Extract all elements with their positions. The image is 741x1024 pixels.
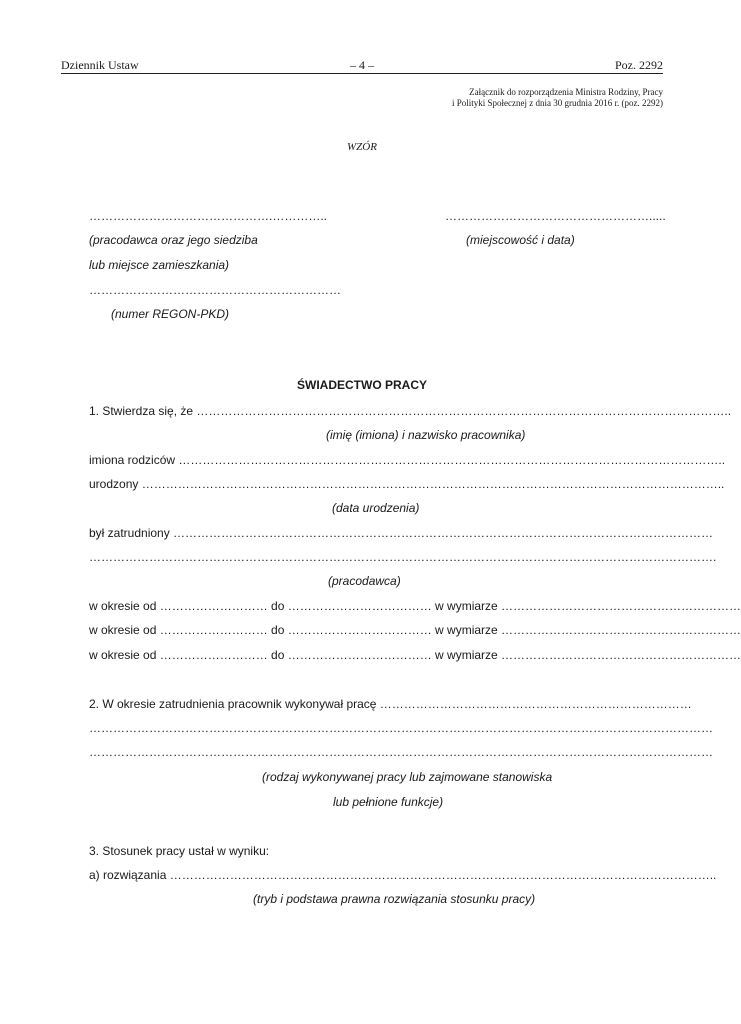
template-label: WZÓR [347,141,377,153]
header-divider [61,73,663,74]
employee-name-line: 1. Stwierdza się, że …………………………………………………………………………………………………………………….. [89,404,732,418]
parents-names-line: imiona rodziców ……………………………………………………………………………………………………………………….. [89,453,726,467]
birth-date-line: urodzony ……………………………………………………………………………………………………………………………….. [89,477,725,491]
employed-continuation-line: …………………………………………………………………………………………………………………………………………. [89,550,717,564]
annex-line-1: Załącznik do rozporządzenia Ministra Rodziny, Pracy [469,87,663,97]
employer-dots: ……………………………………….………….. [89,209,328,223]
annex-line-2: i Polityki Społecznej z dnia 30 grudnia 2016 r. (poz. 2292) [452,98,663,108]
work-performed-line-3: ………………………………………………………………………………………………………………………………………… [89,745,713,759]
regon-caption: (numer REGON-PKD) [111,307,230,321]
employment-period-3: w okresie od ……………………… do ……………………………… w wymiarze …………………………………………………… [89,648,741,662]
work-type-caption-2: lub pełnione funkcje) [333,795,444,809]
work-type-caption-1: (rodzaj wykonywanej pracy lub zajmowane stanowiska [262,770,553,784]
employed-line: był zatrudniony ……………………………………………………………………………………………………………………… [89,526,714,540]
employer-caption-1: (pracodawca oraz jego siedziba [89,233,258,247]
termination-caption: (tryb i podstawa prawna rozwiązania stosunku pracy) [253,892,536,906]
regon-dots: ……………………………………………………… [89,283,341,297]
birth-date-caption: (data urodzenia) [332,501,420,515]
employer-caption-2: lub miejsce zamieszkania) [89,258,230,272]
document-title: ŚWIADECTWO PRACY [297,378,427,392]
employment-period-2: w okresie od ……………………… do ……………………………… w wymiarze …………………………………………………… [89,623,741,637]
employer-caption: (pracodawca) [328,574,401,588]
position-number: Poz. 2292 [615,58,663,72]
page-number: – 4 – [350,58,374,72]
place-date-dots: ……………………………………………..... [445,209,666,223]
employee-name-caption: (imię (imiona) i nazwisko pracownika) [326,428,526,442]
employment-period-1: w okresie od ……………………… do ……………………………… w wymiarze …………………………………………………… [89,599,741,613]
place-date-caption: (miejscowość i data) [466,233,575,247]
termination-heading: 3. Stosunek pracy ustał w wyniku: [89,844,270,858]
termination-line: a) rozwiązania ……………………………………………………………………………………………………………………….. [89,868,717,882]
journal-name: Dziennik Ustaw [61,58,139,72]
work-performed-line: 2. W okresie zatrudnienia pracownik wykonywał pracę …………………………………………………………………… [89,697,692,711]
work-performed-line-2: ………………………………………………………………………………………………………………………………………… [89,721,713,735]
annex-note [452,87,663,109]
